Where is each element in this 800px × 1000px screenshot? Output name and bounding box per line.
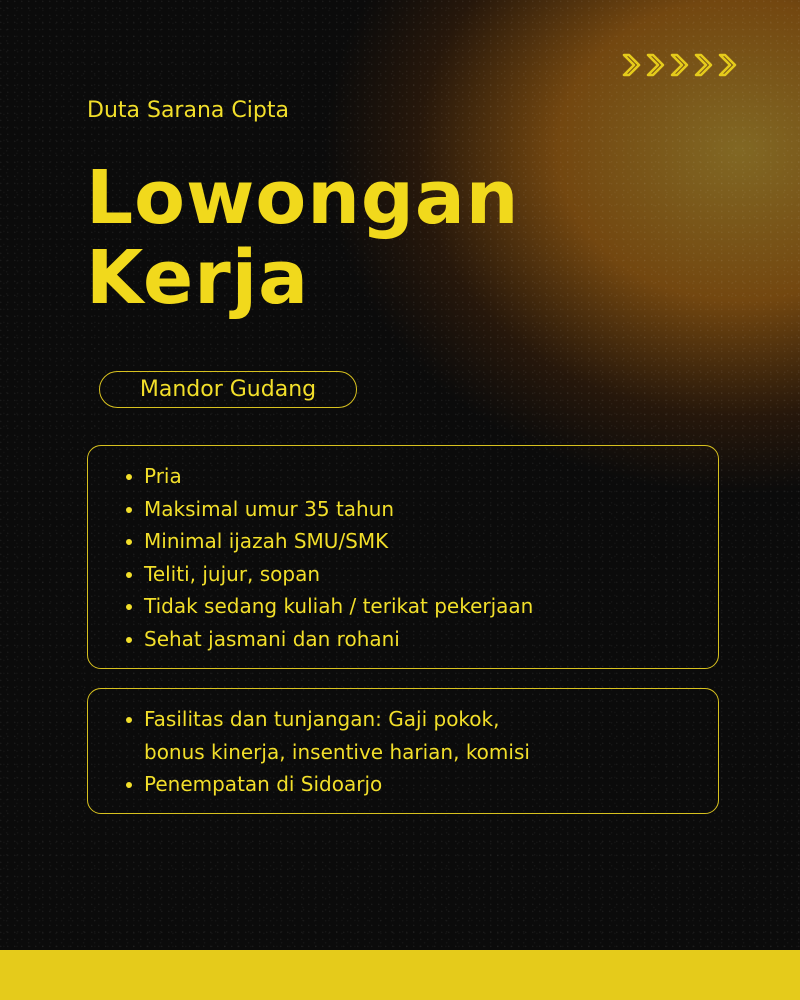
company-name: Duta Sarana Cipta bbox=[87, 98, 289, 123]
benefits-box bbox=[87, 688, 719, 814]
requirements-box bbox=[87, 445, 719, 669]
title-line-1: Lowongan bbox=[86, 155, 520, 241]
title-line-2: Kerja bbox=[86, 235, 310, 321]
list-item bbox=[126, 703, 718, 768]
list-item: Penempatan di Sidoarjo bbox=[126, 768, 718, 801]
requirements-list bbox=[126, 460, 718, 655]
facility-line-1: Fasilitas dan tunjangan: Gaji pokok, bbox=[144, 707, 500, 731]
list-item: Teliti, jujur, sopan bbox=[126, 558, 718, 591]
chevrons-right-icon bbox=[620, 50, 740, 80]
list-item: Pria bbox=[126, 460, 718, 493]
page-title bbox=[86, 155, 520, 321]
position-badge bbox=[99, 371, 357, 408]
list-item: Tidak sedang kuliah / terikat pekerjaan bbox=[126, 590, 718, 623]
list-item: Maksimal umur 35 tahun bbox=[126, 493, 718, 526]
bottom-bar bbox=[0, 950, 800, 1000]
list-item: Minimal ijazah SMU/SMK bbox=[126, 525, 718, 558]
benefits-list bbox=[126, 703, 718, 801]
position-label: Mandor Gudang bbox=[139, 377, 317, 402]
list-item: Sehat jasmani dan rohani bbox=[126, 623, 718, 656]
facility-line-2: bonus kinerja, insentive harian, komisi bbox=[144, 739, 530, 764]
